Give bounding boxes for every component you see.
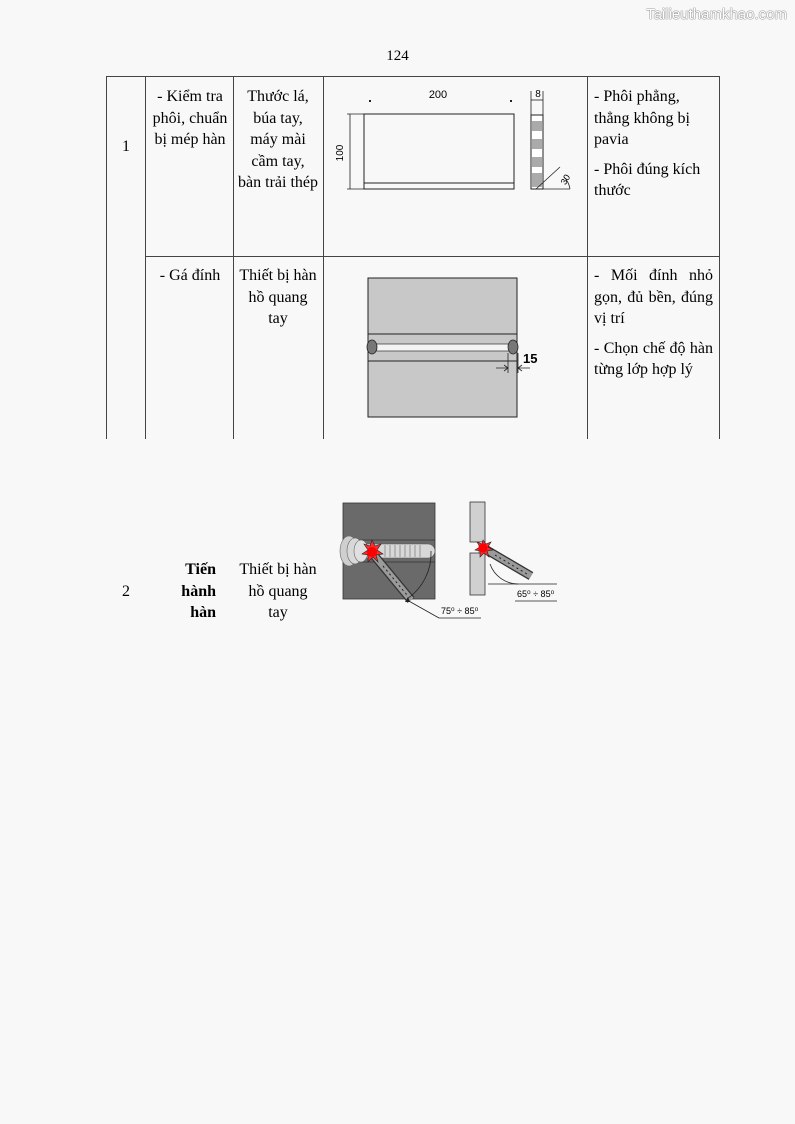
task-cell: Tiến hành hàn: [181, 561, 216, 621]
tools-cell: Thước lá, búa tay, máy mài cầm tay, bàn trải thép: [238, 88, 318, 191]
dimension-label: 15: [523, 351, 538, 366]
welding-drawing: [335, 494, 575, 624]
thickness-label: 8: [535, 89, 541, 100]
height-label: 100: [335, 144, 346, 162]
page-number: 124: [386, 48, 409, 64]
angle-label: 30: [558, 172, 573, 187]
tools-cell: Thiết bị hàn hồ quang tay: [239, 267, 317, 327]
width-label: 200: [428, 89, 448, 101]
requirement-item: - Phôi phẳng, thẳng không bị pavia: [594, 88, 690, 148]
watermark: Tailieuthamkhao.com: [646, 6, 787, 23]
angle-label-side: 65⁰ ÷ 85⁰: [517, 589, 555, 599]
requirement-item: - Phôi đúng kích thước: [594, 160, 701, 199]
tools-cell: Thiết bị hàn hồ quang tay: [239, 561, 317, 621]
angle-label-front: 75⁰ ÷ 85⁰: [441, 606, 479, 616]
step-number: 1: [122, 138, 130, 155]
requirements-cell: [594, 265, 713, 389]
step-number: 2: [122, 583, 130, 600]
requirements-cell: [594, 86, 714, 210]
requirement-item: - Mối đính nhỏ gọn, đủ bền, đúng vị trí: [594, 267, 713, 327]
tack-weld-drawing: [324, 257, 586, 437]
requirement-item: - Chọn chế độ hàn từng lớp hợp lý: [594, 339, 713, 378]
workpiece-drawing: [324, 77, 586, 255]
task-cell: - Kiểm tra phôi, chuẩn bị mép hàn: [152, 88, 228, 148]
task-cell: - Gá đính: [159, 267, 221, 284]
